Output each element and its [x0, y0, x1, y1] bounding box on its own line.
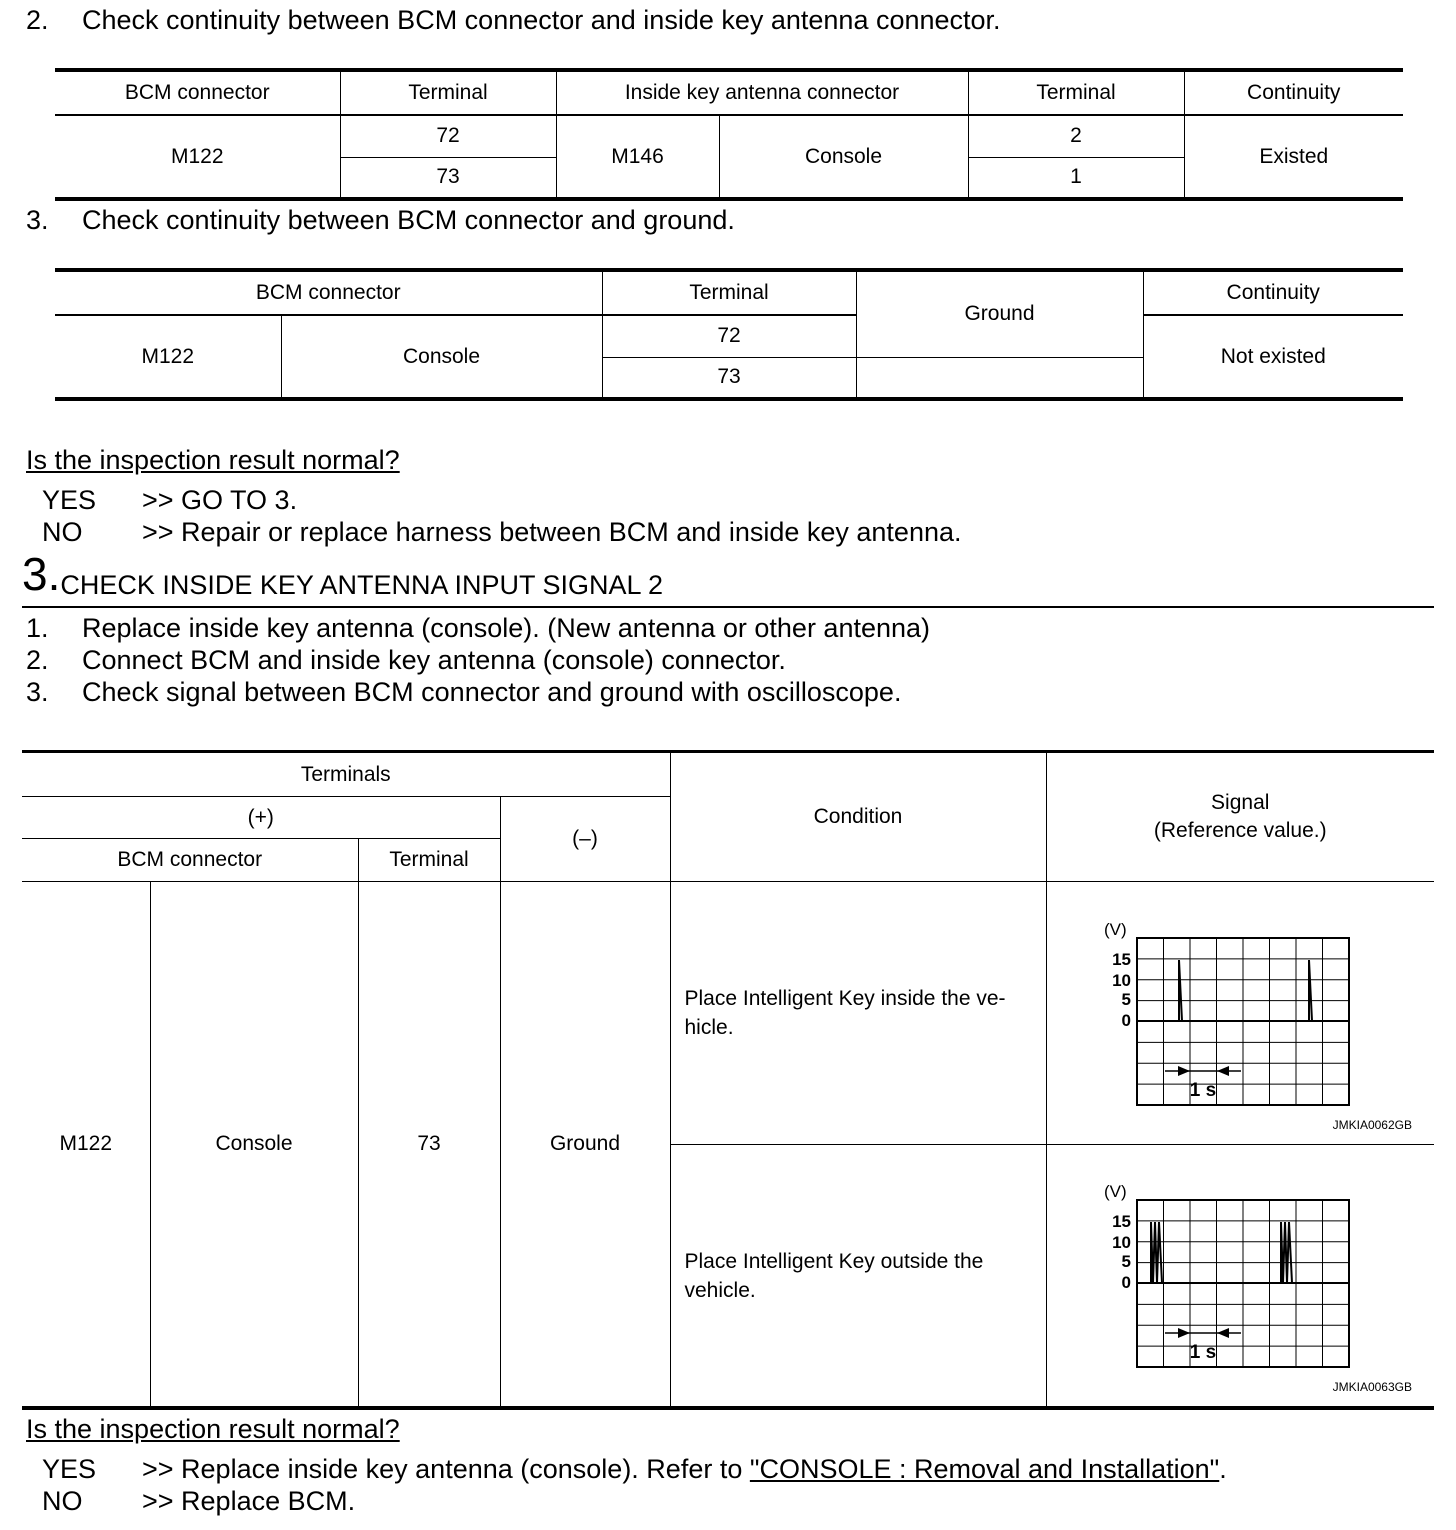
- tick-label: 15: [1111, 1212, 1131, 1231]
- instruction-item: [26, 204, 1226, 236]
- waveform-inside-graph: [1047, 883, 1433, 1144]
- time-arrow-right: [1178, 1066, 1190, 1076]
- answer-no: [26, 1485, 1126, 1517]
- answer-key: YES: [42, 485, 97, 515]
- terminal-cell: 73: [358, 882, 500, 1409]
- header-continuity: Continuity: [1184, 70, 1403, 115]
- header-condition: Condition: [670, 752, 1046, 882]
- answer-key: NO: [42, 517, 83, 547]
- ground-cell-cont: [856, 357, 1143, 399]
- header-antenna-connector: Inside key antenna connector: [556, 70, 968, 115]
- answer-yes: [26, 1453, 1426, 1485]
- tick-label: 0: [1121, 1273, 1131, 1292]
- image-code: JMKIA0062GB: [1332, 1118, 1412, 1132]
- antenna-connector-cell: M146: [556, 115, 719, 199]
- tick-label: 10: [1111, 970, 1131, 990]
- time-scale-label: 1 s: [1189, 1342, 1216, 1363]
- bcm-connector-cell: M122: [55, 315, 281, 399]
- signal-table: [22, 750, 1434, 1410]
- header-signal-line1: Signal: [1211, 791, 1270, 814]
- header-terminal: Terminal: [968, 70, 1184, 115]
- answer-no: [26, 516, 1126, 548]
- time-arrow-right: [1178, 1328, 1190, 1338]
- item-text: Connect BCM and inside key antenna (console) connector.: [82, 645, 786, 675]
- instruction-item: [26, 644, 1226, 676]
- answer-key: NO: [42, 1486, 83, 1516]
- step-number: 3.: [22, 548, 61, 600]
- tick-label: 5: [1121, 1252, 1131, 1271]
- terminal-cell: 73: [340, 157, 556, 199]
- answer-text-before: >> Replace inside key antenna (console). Refer to: [142, 1454, 750, 1484]
- answer-text: [142, 1453, 1227, 1485]
- continuity-table-1: [55, 68, 1403, 201]
- heading-rule: [22, 606, 1434, 608]
- answer-text: >> Repair or replace harness between BCM and inside key antenna.: [142, 517, 962, 547]
- answer-text-after: .: [1219, 1454, 1227, 1484]
- header-continuity: Continuity: [1143, 270, 1403, 315]
- tick-label: 0: [1121, 1010, 1131, 1030]
- inspection-question: Is the inspection result normal?: [26, 1414, 400, 1444]
- ground-cell: Ground: [500, 882, 670, 1409]
- antenna-location-cell: Console: [719, 115, 968, 199]
- waveform-outside-graph: [1047, 1145, 1433, 1406]
- instruction-item: [26, 4, 1226, 36]
- tick-label: 5: [1121, 989, 1131, 1009]
- header-terminals: Terminals: [22, 752, 670, 797]
- item-text: Replace inside key antenna (console). (New antenna or other antenna): [82, 613, 931, 643]
- image-code: JMKIA0063GB: [1332, 1380, 1412, 1394]
- instruction-item: [26, 676, 1226, 708]
- item-number: 3.: [26, 205, 49, 235]
- signal-trace: [1151, 1222, 1292, 1283]
- answer-yes: [26, 484, 1126, 516]
- removal-installation-link[interactable]: "CONSOLE : Removal and Installation": [749, 1454, 1220, 1484]
- answer-key: YES: [42, 1454, 97, 1484]
- time-arrow-left: [1217, 1328, 1229, 1338]
- header-signal-line2: (Reference value.): [1153, 819, 1327, 842]
- condition-inside: [670, 882, 1046, 1145]
- header-terminal: Terminal: [340, 70, 556, 115]
- signal-cell: [1046, 1145, 1434, 1409]
- continuity-cell: Existed: [1184, 115, 1403, 199]
- item-text: Check continuity between BCM connector and ground.: [82, 205, 735, 235]
- ground-cell: Ground: [856, 270, 1143, 357]
- item-number: 3.: [26, 677, 49, 707]
- terminal-cell: 72: [602, 315, 856, 357]
- continuity-table-2: [55, 268, 1403, 401]
- terminal-cell: 73: [602, 357, 856, 399]
- terminal-cell: 72: [340, 115, 556, 157]
- header-bcm-connector: BCM connector: [22, 839, 358, 882]
- tick-label: 15: [1111, 949, 1131, 969]
- header-bcm-connector: BCM connector: [55, 70, 340, 115]
- unit-label: (V): [1103, 919, 1127, 939]
- connector-cell: M122: [22, 882, 150, 1409]
- inspection-question: Is the inspection result normal?: [26, 445, 400, 475]
- instruction-item: [26, 612, 1226, 644]
- item-number: 2.: [26, 645, 49, 675]
- bcm-connector-cell: M122: [55, 115, 340, 199]
- continuity-cell: Not existed: [1143, 315, 1403, 399]
- header-bcm-connector: BCM connector: [55, 270, 602, 315]
- condition-line: hicle.: [684, 1016, 734, 1039]
- signal-cell: [1046, 882, 1434, 1145]
- tick-label: 10: [1111, 1233, 1131, 1252]
- terminal-cell: 2: [968, 115, 1184, 157]
- unit-label: (V): [1103, 1182, 1127, 1201]
- item-text: Check signal between BCM connector and ground with oscilloscope.: [82, 677, 902, 707]
- header-minus: (–): [500, 797, 670, 882]
- signal-trace: [1179, 960, 1312, 1021]
- time-scale-label: 1 s: [1189, 1079, 1216, 1101]
- item-number: 1.: [26, 613, 49, 643]
- terminal-cell: 1: [968, 157, 1184, 199]
- location-cell: Console: [281, 315, 602, 399]
- location-cell: Console: [150, 882, 358, 1409]
- answer-text: >> GO TO 3.: [142, 485, 298, 515]
- step-title: CHECK INSIDE KEY ANTENNA INPUT SIGNAL 2: [60, 570, 664, 600]
- answer-text: >> Replace BCM.: [142, 1486, 356, 1516]
- condition-outside: [670, 1145, 1046, 1409]
- condition-line: Place Intelligent Key inside the ve-: [684, 987, 1006, 1010]
- condition-line: vehicle.: [684, 1278, 756, 1302]
- header-terminal: Terminal: [358, 839, 500, 882]
- step-heading: [22, 546, 663, 602]
- header-terminal: Terminal: [602, 270, 856, 315]
- header-signal: [1046, 752, 1434, 882]
- item-number: 2.: [26, 5, 49, 35]
- header-plus: (+): [22, 797, 500, 839]
- item-text: Check continuity between BCM connector and inside key antenna connector.: [82, 5, 1001, 35]
- time-arrow-left: [1217, 1066, 1229, 1076]
- condition-line: Place Intelligent Key outside the: [684, 1249, 984, 1273]
